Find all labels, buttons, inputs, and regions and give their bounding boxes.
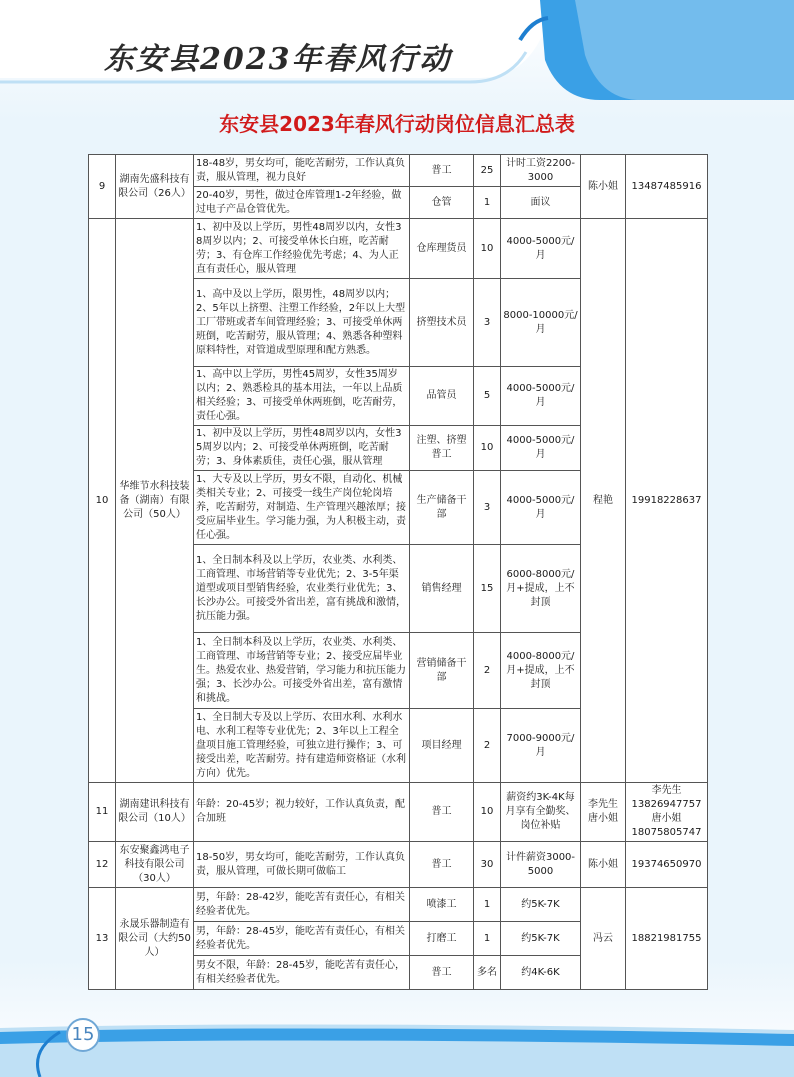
job-requirements: 1、全日制本科及以上学历，农业类、水利类、工商管理、市场营销等专业；2、接受应届毕业生。热爱农业、热爱营销，学习能力和抗压能力强；3、长沙办公。可接受外省出差，富有激情和挑战。 xyxy=(194,633,410,709)
job-position: 普工 xyxy=(410,956,474,990)
job-position: 仓管 xyxy=(410,187,474,219)
page-number: 15 xyxy=(66,1018,100,1052)
job-position: 生产储备干部 xyxy=(410,471,474,545)
document-title: 东安县2023年春风行动岗位信息汇总表 xyxy=(219,112,575,136)
job-count: 10 xyxy=(474,783,501,842)
job-count: 1 xyxy=(474,922,501,956)
job-count: 5 xyxy=(474,367,501,426)
contact-phone: 13487485916 xyxy=(626,155,708,219)
job-count: 15 xyxy=(474,545,501,633)
job-salary: 计时工资2200-3000 xyxy=(501,155,581,187)
company-no: 9 xyxy=(89,155,116,219)
contact-person: 冯云 xyxy=(581,888,626,990)
contact-phone: 19374650970 xyxy=(626,842,708,888)
job-salary: 4000-5000元/月 xyxy=(501,471,581,545)
job-requirements: 18-48岁，男女均可，能吃苦耐劳，工作认真负责，服从管理，视力良好 xyxy=(194,155,410,187)
header-title: 东安县2023年春风行动 xyxy=(104,42,452,77)
job-count: 3 xyxy=(474,471,501,545)
job-salary: 约5K-7K xyxy=(501,922,581,956)
company-name: 东安聚鑫鸿电子科技有限公司（30人） xyxy=(116,842,194,888)
job-count: 30 xyxy=(474,842,501,888)
contact-person: 程艳 xyxy=(581,219,626,783)
job-position: 普工 xyxy=(410,155,474,187)
job-count: 1 xyxy=(474,888,501,922)
job-count: 25 xyxy=(474,155,501,187)
job-count: 2 xyxy=(474,633,501,709)
phone-line: 18075805747 xyxy=(631,827,702,838)
job-salary: 薪资约3K-4K每月享有全勤奖、岗位补贴 xyxy=(501,783,581,842)
job-salary: 计件薪资3000-5000 xyxy=(501,842,581,888)
table-row xyxy=(89,155,708,187)
job-position: 营销储备干部 xyxy=(410,633,474,709)
job-count: 3 xyxy=(474,279,501,367)
job-requirements: 1、大专及以上学历，男女不限，自动化、机械类相关专业；2、可接受一线生产岗位轮岗培养，吃苦耐劳，对制造、生产管理兴趣浓厚；接受应届毕业生。学习能力强，为人积极主动，责任心强。 xyxy=(194,471,410,545)
company-no: 12 xyxy=(89,842,116,888)
job-requirements: 1、初中及以上学历，男性48周岁以内，女性35周岁以内；2、可接受单休两班倒，吃苦耐劳；3、身体素质佳，责任心强，服从管理 xyxy=(194,426,410,471)
company-no: 11 xyxy=(89,783,116,842)
job-salary: 4000-5000元/月 xyxy=(501,219,581,279)
contact-phone xyxy=(626,783,708,842)
job-requirements: 男，年龄：28-45岁，能吃苦有责任心，有相关经验者优先。 xyxy=(194,922,410,956)
job-position: 品管员 xyxy=(410,367,474,426)
job-count: 10 xyxy=(474,426,501,471)
job-salary: 约5K-7K xyxy=(501,888,581,922)
job-requirements: 20-40岁，男性，做过仓库管理1-2年经验，做过电子产品仓管优先。 xyxy=(194,187,410,219)
job-salary: 4000-5000元/月 xyxy=(501,367,581,426)
contact-person: 陈小姐 xyxy=(581,155,626,219)
company-name: 华维节水科技装备（湖南）有限公司（50人） xyxy=(116,219,194,783)
job-salary: 4000-5000元/月 xyxy=(501,426,581,471)
job-position: 普工 xyxy=(410,842,474,888)
contact-person: 李先生 唐小姐 xyxy=(581,783,626,842)
company-name: 湖南先盛科技有限公司（26人） xyxy=(116,155,194,219)
job-requirements: 18-50岁，男女均可，能吃苦耐劳，工作认真负责，服从管理，可做长期可做临工 xyxy=(194,842,410,888)
company-name: 永晟乐器制造有限公司（大约50人） xyxy=(116,888,194,990)
footer-decoration xyxy=(0,1010,794,1077)
company-no: 10 xyxy=(89,219,116,783)
table-row xyxy=(89,219,708,279)
job-position: 项目经理 xyxy=(410,709,474,783)
job-salary: 7000-9000元/月 xyxy=(501,709,581,783)
job-count: 1 xyxy=(474,187,501,219)
job-requirements: 1、全日制本科及以上学历，农业类、水利类、工商管理、市场营销等专业优先；2、3-5年渠道型或项目型销售经验，农业类行业优先；3、长沙办公。可接受外省出差，富有挑战和激情，抗压能力强。 xyxy=(194,545,410,633)
job-position: 仓库理货员 xyxy=(410,219,474,279)
job-position: 打磨工 xyxy=(410,922,474,956)
job-requirements: 年龄：20-45岁；视力较好，工作认真负责，配合加班 xyxy=(194,783,410,842)
job-requirements: 男，年龄：28-42岁，能吃苦有责任心，有相关经验者优先。 xyxy=(194,888,410,922)
job-requirements: 1、高中以上学历，男性45周岁，女性35周岁以内；2、熟悉检具的基本用法，一年以上品质相关经验；3、可接受单休两班倒，吃苦耐劳，责任心强。 xyxy=(194,367,410,426)
company-name: 湖南建讯科技有限公司（10人） xyxy=(116,783,194,842)
job-count: 2 xyxy=(474,709,501,783)
job-requirements: 男女不限，年龄：28-45岁，能吃苦有责任心，有相关经验者优先。 xyxy=(194,956,410,990)
phone-line: 李先生 xyxy=(651,785,682,796)
job-salary: 8000-10000元/月 xyxy=(501,279,581,367)
job-salary: 约4K-6K xyxy=(501,956,581,990)
job-salary: 6000-8000元/月+提成，上不封顶 xyxy=(501,545,581,633)
contact-phone: 19918228637 xyxy=(626,219,708,783)
contact-person: 陈小姐 xyxy=(581,842,626,888)
job-position: 注塑、挤塑普工 xyxy=(410,426,474,471)
job-position: 销售经理 xyxy=(410,545,474,633)
table-row xyxy=(89,888,708,922)
job-count: 10 xyxy=(474,219,501,279)
job-requirements: 1、高中及以上学历，限男性，48周岁以内；2、5年以上挤塑、注塑工作经验，2年以上大型工厂带班或者车间管理经验；3、可接受单休两班倒，吃苦耐劳，服从管理；4、熟悉各种塑料原料特性，对管道成型原理和配方熟悉。 xyxy=(194,279,410,367)
phone-line: 唐小姐 xyxy=(651,813,682,824)
job-position: 挤塑技术员 xyxy=(410,279,474,367)
job-salary: 4000-8000元/月+提成，上不封顶 xyxy=(501,633,581,709)
table-row xyxy=(89,842,708,888)
company-no: 13 xyxy=(89,888,116,990)
job-salary: 面议 xyxy=(501,187,581,219)
job-count: 多名 xyxy=(474,956,501,990)
table-row xyxy=(89,783,708,842)
contact-phone: 18821981755 xyxy=(626,888,708,990)
job-info-table xyxy=(88,154,708,990)
phone-line: 13826947757 xyxy=(631,799,702,810)
job-position: 喷漆工 xyxy=(410,888,474,922)
job-requirements: 1、初中及以上学历，男性48周岁以内，女性38周岁以内；2、可接受单休长白班，吃苦耐劳；3、有仓库工作经验优先考虑；4、为人正直有责任心，服从管理 xyxy=(194,219,410,279)
job-position: 普工 xyxy=(410,783,474,842)
job-requirements: 1、全日制大专及以上学历、农田水利、水利水电、水利工程等专业优先；2、3年以上工程全盘项目施工管理经验，可独立进行操作；3、可接受出差，吃苦耐劳。持有建造师资格证（水利方向）优先。 xyxy=(194,709,410,783)
